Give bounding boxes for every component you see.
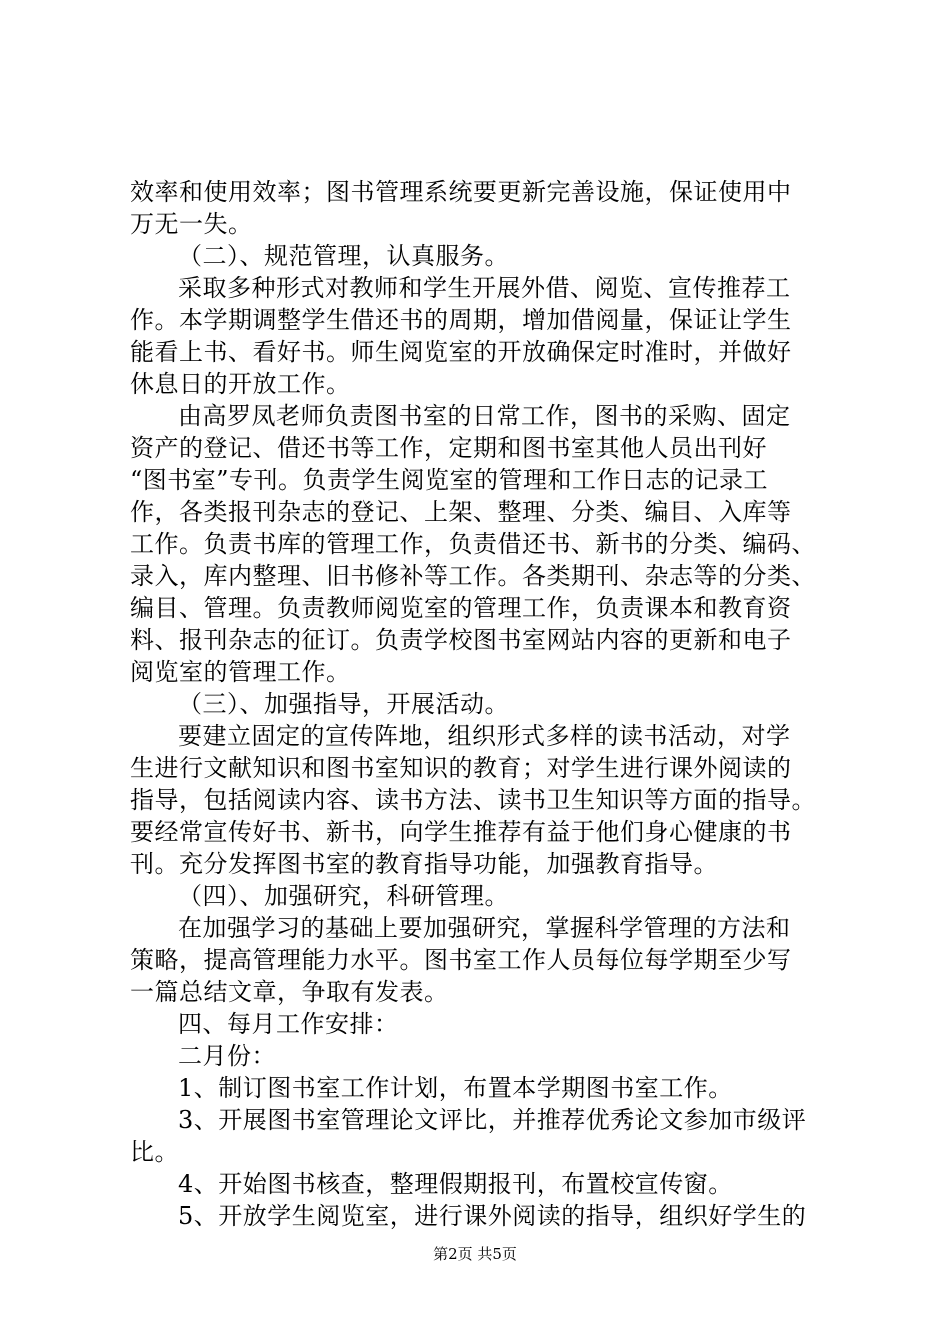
text-line: 策略，提高管理能力水平。图书室工作人员每位每学期至少写 (130, 946, 792, 974)
section-heading: 四、每月工作安排： (178, 1010, 399, 1038)
list-item: 1、制订图书室工作计划，布置本学期图书室工作。 (178, 1074, 733, 1102)
list-item: 4、开始图书核查，整理假期报刊，布置校宣传窗。 (178, 1170, 733, 1198)
list-item: 3、开展图书室管理论文评比，并推荐优秀论文参加市级评 (178, 1106, 807, 1134)
text-line: 一篇总结文章，争取有发表。 (130, 978, 449, 1006)
text-line: 比。 (130, 1138, 179, 1166)
text-line: 由高罗凤老师负责图书室的日常工作，图书的采购、固定 (178, 402, 791, 430)
section-heading: （二）、规范管理，认真服务。 (178, 242, 509, 270)
text-line: 编目、管理。负责教师阅览室的管理工作，负责课本和教育资 (130, 594, 792, 622)
text-line: 阅览室的管理工作。 (130, 658, 351, 686)
body-text (130, 176, 830, 1232)
text-line: 能看上书、看好书。师生阅览室的开放确保定时准时，并做好 (130, 338, 792, 366)
text-line: 万无一失。 (130, 210, 253, 238)
text-line: 要建立固定的宣传阵地，组织形式多样的读书活动，对学 (178, 722, 791, 750)
text-line: 要经常宣传好书、新书，向学生推荐有益于他们身心健康的书 (130, 818, 792, 846)
text-line: 在加强学习的基础上要加强研究，掌握科学管理的方法和 (178, 914, 791, 942)
text-line: 休息日的开放工作。 (130, 370, 351, 398)
text-line: 指导，包括阅读内容、读书方法、读书卫生知识等方面的指导。 (130, 786, 816, 814)
text-line: 工作。负责书库的管理工作，负责借还书、新书的分类、编码、 (130, 530, 816, 558)
text-line: 资产的登记、借还书等工作，定期和图书室其他人员出刊好 (130, 434, 767, 462)
text-line: 生进行文献知识和图书室知识的教育；对学生进行课外阅读的 (130, 754, 792, 782)
list-item: 5、开放学生阅览室，进行课外阅读的指导，组织好学生的 (178, 1202, 807, 1230)
text-line: 作。本学期调整学生借还书的周期，增加借阅量，保证让学生 (130, 306, 792, 334)
text-line: 刊。充分发挥图书室的教育指导功能，加强教育指导。 (130, 850, 718, 878)
text-line: 采取多种形式对教师和学生开展外借、阅览、宣传推荐工 (178, 274, 791, 302)
text-line: “图书室”专刊。负责学生阅览室的管理和工作日志的记录工 (130, 466, 769, 494)
section-heading: （四）、加强研究，科研管理。 (178, 882, 509, 910)
text-line: 料、报刊杂志的征订。负责学校图书室网站内容的更新和电子 (130, 626, 792, 654)
text-line: 二月份： (178, 1042, 276, 1070)
text-line: 效率和使用效率；图书管理系统要更新完善设施，保证使用中 (130, 178, 792, 206)
text-line: 录入，库内整理、旧书修补等工作。各类期刊、杂志等的分类、 (130, 562, 816, 590)
section-heading: （三）、加强指导，开展活动。 (178, 690, 509, 718)
text-line: 作，各类报刊杂志的登记、上架、整理、分类、编目、入库等 (130, 498, 792, 526)
page-number-footer: 第2页 共5页 (433, 1245, 517, 1263)
